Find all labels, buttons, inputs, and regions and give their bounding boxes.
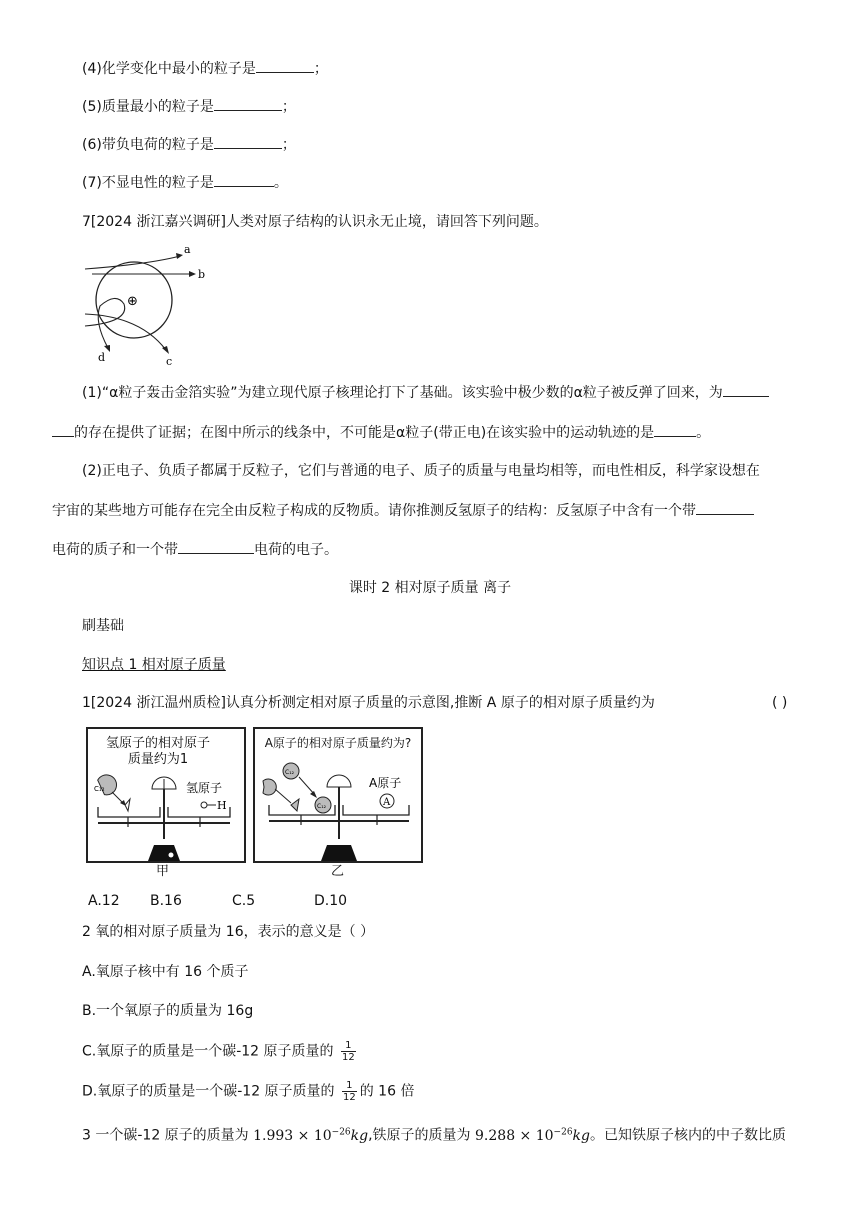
answer-blank[interactable] — [654, 422, 696, 437]
panel-jia-title-1: 氢原子的相对原子 — [105, 736, 210, 751]
q2-option-c[interactable] — [82, 1040, 359, 1063]
unit-kg: kg — [572, 1127, 590, 1144]
a-atom-symbol: A — [383, 797, 391, 808]
fraction-numerator: 1 — [342, 1080, 357, 1092]
nucleus-mark: ⊕ — [127, 294, 138, 309]
item-5-end: ； — [281, 99, 296, 115]
caption-jia: 甲 — [156, 864, 170, 879]
q1-option-a[interactable]: A.12 — [88, 893, 120, 909]
carbon-mass-exponent: −26 — [331, 1127, 351, 1137]
lesson-title: 课时 2 相对原子质量 离子 — [348, 580, 512, 596]
answer-blank[interactable] — [52, 422, 74, 437]
section-label: 刷基础 — [82, 618, 124, 634]
balance-scale-jia — [88, 767, 244, 861]
h-atom-label: H — [217, 799, 227, 812]
iron-mass-mantissa: 9.288 × 10 — [475, 1127, 554, 1144]
q2-option-c-text: C.氧原子的质量是一个碳-12 原子质量的 — [82, 1043, 334, 1060]
figure-panel-yi — [253, 727, 423, 863]
balance-scale-yi — [255, 755, 421, 861]
label-b: b — [198, 268, 206, 281]
fraction-one-twelfth — [342, 1080, 357, 1103]
q7-part1-line2 — [52, 422, 710, 443]
q7-part1-text2: 的存在提供了证据；在图中所示的线条中，不可能是α粒子(带正电)在该实验中的运动轨迹的是 — [74, 425, 655, 441]
fraction-denominator: 12 — [343, 1092, 356, 1103]
q3-text-post: 。已知铁原子核内的中子数比质 — [590, 1127, 786, 1144]
answer-blank[interactable] — [214, 134, 282, 149]
carbon-mass-mantissa: 1.993 × 10 — [253, 1127, 332, 1144]
q1-option-d[interactable]: D.10 — [314, 893, 348, 909]
carbon-mass — [253, 1128, 368, 1144]
item-7 — [82, 172, 288, 193]
q7-part2-line2 — [52, 500, 754, 521]
item-4-text: (4)化学变化中最小的粒子是 — [82, 61, 256, 77]
figure-panel-jia — [86, 727, 246, 863]
item-4 — [82, 58, 328, 79]
knowledge-point: 知识点 1 相对原子质量 — [82, 657, 226, 673]
q2-option-d-text: D.氧原子的质量是一个碳-12 原子质量的 — [82, 1083, 335, 1100]
q2-option-d-tail: 的 16 倍 — [359, 1083, 415, 1100]
q7-part1-text: (1)“α粒子轰击金箔实验”为建立现代原子核理论打下了基础。该实验中极少数的α粒子被反弹了回来，为 — [82, 385, 723, 401]
q3-stem — [82, 1122, 786, 1146]
hydrogen-atom-label: 氢原子 — [186, 781, 223, 795]
q7-part2-line1: (2)正电子、负质子都属于反粒子，它们与普通的电子、质子的质量与电量均相等，而电性相反，科学家设想在 — [82, 463, 760, 479]
item-7-text: (7)不显电性的粒子是 — [82, 175, 214, 191]
q2-option-a[interactable]: A.氧原子核中有 16 个质子 — [82, 964, 249, 980]
q7-stem: 7[2024 浙江嘉兴调研]人类对原子结构的认识永无止境，请回答下列问题。 — [82, 214, 548, 230]
answer-blank[interactable] — [696, 500, 754, 515]
fraction-one-twelfth — [341, 1040, 356, 1063]
fraction-denominator: 12 — [342, 1052, 355, 1063]
iron-mass-exponent: −26 — [553, 1127, 573, 1137]
q1-stem: 1[2024 浙江温州质检]认真分析测定相对原子质量的示意图,推断 A 原子的相对原子质量约为 — [82, 695, 655, 711]
c12-label: C₁₂ — [317, 803, 326, 810]
fraction-numerator: 1 — [341, 1040, 356, 1052]
q2-option-b[interactable]: B.一个氧原子的质量为 16g — [82, 1003, 254, 1019]
unit-kg: kg — [350, 1127, 369, 1144]
item-6-end: ； — [281, 137, 296, 153]
q3-text-pre: 3 一个碳-12 原子的质量为 — [82, 1127, 254, 1144]
q2-option-d[interactable] — [82, 1080, 414, 1103]
alpha-scattering-figure — [80, 244, 220, 368]
item-5-text: (5)质量最小的粒子是 — [82, 99, 214, 115]
item-6 — [82, 134, 296, 155]
q7-part2-text2: 宇宙的某些地方可能存在完全由反粒子构成的反物质。请你推测反氢原子的结构：反氢原子中含有一个带 — [52, 503, 696, 519]
panel-jia-title-2: 质量约为1 — [127, 752, 189, 767]
q3-text-mid: ,铁原子的质量为 — [368, 1127, 476, 1144]
answer-blank[interactable] — [256, 58, 314, 73]
item-4-end: ； — [313, 61, 328, 77]
q7-part2-line3 — [52, 539, 338, 560]
item-7-end: 。 — [273, 175, 288, 191]
q1-option-b[interactable]: B.16 — [150, 893, 182, 909]
q1-option-c[interactable]: C.5 — [232, 893, 256, 909]
q7-part2-text3b: 电荷的电子。 — [254, 542, 338, 558]
q7-part2-text3a: 电荷的质子和一个带 — [52, 542, 178, 558]
answer-blank[interactable] — [214, 172, 274, 187]
panel-yi-title: A原子的相对原子质量约为? — [264, 736, 412, 750]
q7-part1-end: 。 — [696, 425, 711, 441]
c12-label: C₁₂ — [285, 769, 294, 776]
iron-mass — [475, 1128, 590, 1144]
q1-paren: ( ) — [772, 695, 788, 711]
answer-blank[interactable] — [178, 539, 254, 554]
a-atom-label: A原子 — [369, 776, 402, 790]
label-c: c — [166, 355, 173, 368]
c12-label: C₁₂ — [94, 785, 105, 793]
answer-blank[interactable] — [214, 96, 282, 111]
label-d: d — [98, 351, 106, 364]
answer-blank[interactable] — [723, 382, 769, 397]
q2-stem: 2 氧的相对原子质量为 16，表示的意义是（ ） — [82, 924, 375, 940]
label-a: a — [184, 244, 191, 256]
item-5 — [82, 96, 296, 117]
item-6-text: (6)带负电荷的粒子是 — [82, 137, 214, 153]
q7-part1-line1 — [82, 382, 769, 403]
caption-yi: 乙 — [331, 864, 345, 879]
